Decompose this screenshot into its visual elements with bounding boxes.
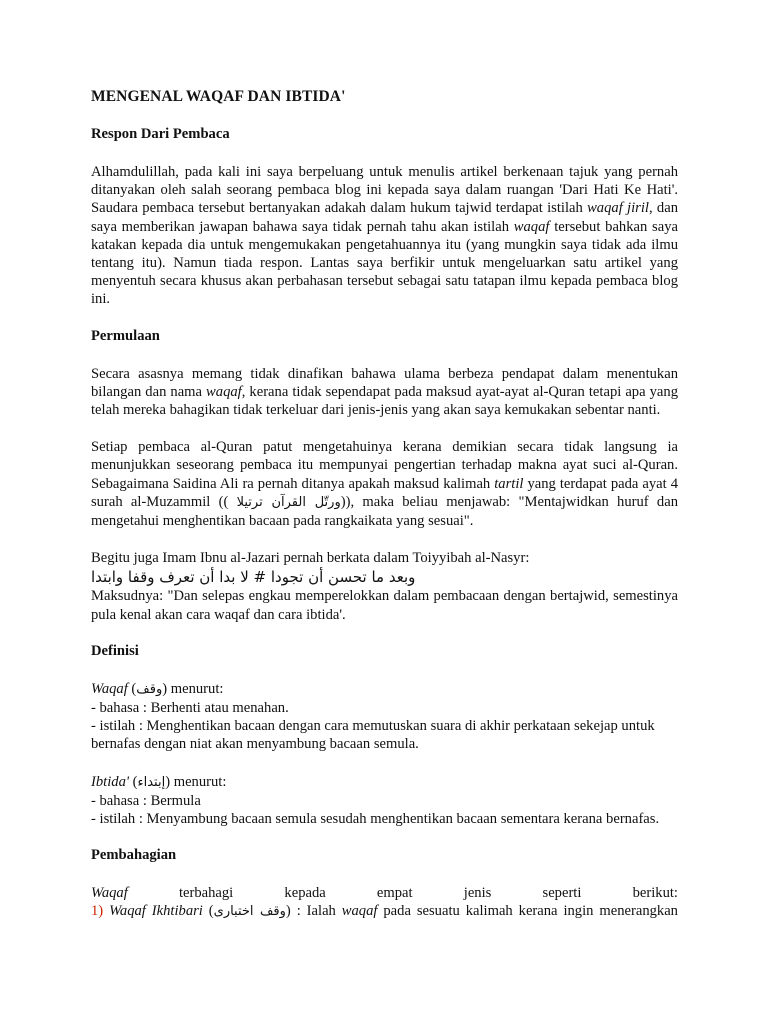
paragraph-maksud: [91, 587, 678, 623]
pembahagian-item-1: 1) Waqaf Ikhtibari (وقف اختبارى) : Ialah waqaf pada sesuatu kalimah kerana ingin menerangkan: [91, 903, 678, 920]
arabic-poem-line: وبعد ما تحسن أن تجودا # لا بدا أن تعرف وقفا وابتدا: [91, 568, 416, 587]
text-span: : Ialah: [290, 903, 342, 920]
term-waqaf: Waqaf: [91, 680, 128, 697]
text-span: )), maka beliau menjawab: "Mentajwidkan huruf dan mengetahui menghentikan bacaan pada rangkaikata yang sesuai".: [91, 493, 679, 530]
text-span: terbahagi kepada empat jenis seperti berikut:: [127, 885, 678, 902]
heading-permulaan: Permulaan: [91, 327, 160, 344]
heading-pembahagian: Pembahagian: [91, 847, 177, 864]
text-span: , dan saya memberikan jawapan bahawa saya tidak pernah tahu akan istilah: [91, 200, 678, 235]
article-content: [91, 88, 678, 941]
heading-respon: Respon Dari Pembaca: [91, 126, 230, 142]
arabic-ikhtibari: وقف اختبارى: [213, 904, 286, 920]
term-waqaf: waqaf: [341, 903, 378, 920]
paragraph-respon: [91, 163, 678, 309]
term-tartil: tartil: [494, 475, 524, 492]
heading-definisi: Definisi: [91, 642, 139, 659]
text-span: Begitu juga Imam Ibnu al-Jazari pernah berkata dalam Toiyyibah al-Nasyr:: [91, 550, 530, 567]
text-span: , kerana tidak sependapat pada maksud ayat-ayat al-Quran tetapi apa yang telah mereka bahagikan tidak terkeluar dari jenis-jenis yang akan saya kemukakan sebentar nanti.: [91, 383, 678, 419]
term-waqaf: waqaf: [206, 383, 242, 400]
definition-waqaf: Waqaf (وقف) menurut: - bahasa : Berhenti atau menahan. - istilah : Menghentikan bacaan dengan cara memutuskan suara di akhir perkataan sekejap untuk bernafas dengan niat akan menyambung bacaan semula.: [91, 680, 655, 753]
item-number: 1): [91, 903, 104, 920]
definition-bahasa: - bahasa : Berhenti atau menahan.: [91, 700, 289, 717]
term-waqaf: waqaf: [513, 218, 550, 235]
text-span: yang terdapat pada ayat 4 surah al-Muzammil ((: [91, 475, 678, 510]
term-waqaf-jiril: waqaf jiril: [587, 200, 649, 217]
text-span: Setiap pembaca al-Quran patut mengetahuinya kerana demikian secara tidak langsung ia menunjukkan seseorang pembaca itu mempunyai pengertian terhadap makna ayat suci al-Quran. Sebagaimana Saidina Ali ra pernah ditanya apakah maksud kalimah: [91, 439, 678, 492]
text-span: tersebut bahkan saya katakan kepada dia untuk mengemukakan pengetahuannya itu (yang mungkin saya tidak ada ilmu tentang itu). Namun tiada respon. Lantas saya berfikir untuk mengeluarkan satu artikel yang menyentuh secara khusus akan perbahasan tersebut sebagai satu tatapan ilmu kepada pembaca blog ini.: [91, 218, 678, 308]
term-ibtida: Ibtida': [91, 773, 129, 790]
arabic-waqaf: وقف: [136, 681, 163, 697]
definition-ibtida: Ibtida' (إبتداء) menurut: - bahasa : Bermula - istilah : Menyambung bacaan semula sesudah menghentikan bacaan sementara kerana bernafas.: [91, 773, 660, 828]
text-span: Alhamdulillah, pada kali ini saya berpeluang untuk menulis artikel berkenaan tajuk yang pernah ditanyakan oleh salah seorang pembaca blog ini kepada saya dalam ruangan 'Dari Hati Ke Hati'. Saudara pembaca tersebut bertanyakan adakah dalam hukum tajwid terdapat istilah: [91, 164, 678, 217]
pembahagian-intro: [91, 884, 678, 902]
paragraph-jazari: [91, 549, 678, 567]
paragraph-permulaan-2: [91, 438, 678, 530]
arabic-ibtida: إبتداء: [137, 774, 166, 790]
text-span: Maksudnya: "Dan selepas engkau memperelokkan dalam pembacaan dengan bertajwid, semestinya pula kenal akan cara waqaf dan cara ibtida'.: [91, 588, 678, 623]
term-waqaf-ikhtibari: Waqaf Ikhtibari: [109, 903, 203, 920]
term-waqaf: Waqaf: [91, 885, 128, 902]
text-span: menurut:: [170, 773, 227, 790]
text-span: pada sesuatu kalimah kerana ingin menerangkan: [377, 903, 678, 920]
definition-bahasa: - bahasa : Bermula: [91, 792, 201, 809]
text-span: Secara asasnya memang tidak dinafikan bahawa ulama berbeza pendapat dalam menentukan bilangan dan nama: [91, 365, 678, 400]
arabic-verse: ورتّل القرآن ترتيلا: [236, 494, 341, 510]
text-span: menurut:: [167, 680, 224, 697]
paragraph-permulaan-1: [91, 365, 678, 420]
definition-istilah: - istilah : Menghentikan bacaan dengan cara memutuskan suara di akhir perkataan sekejap untuk bernafas dengan niat akan menyambung bacaan semula.: [91, 718, 655, 753]
definition-istilah: - istilah : Menyambung bacaan semula sesudah menghentikan bacaan sementara kerana bernafas.: [91, 811, 660, 828]
page-title: MENGENAL WAQAF DAN IBTIDA': [91, 88, 346, 105]
